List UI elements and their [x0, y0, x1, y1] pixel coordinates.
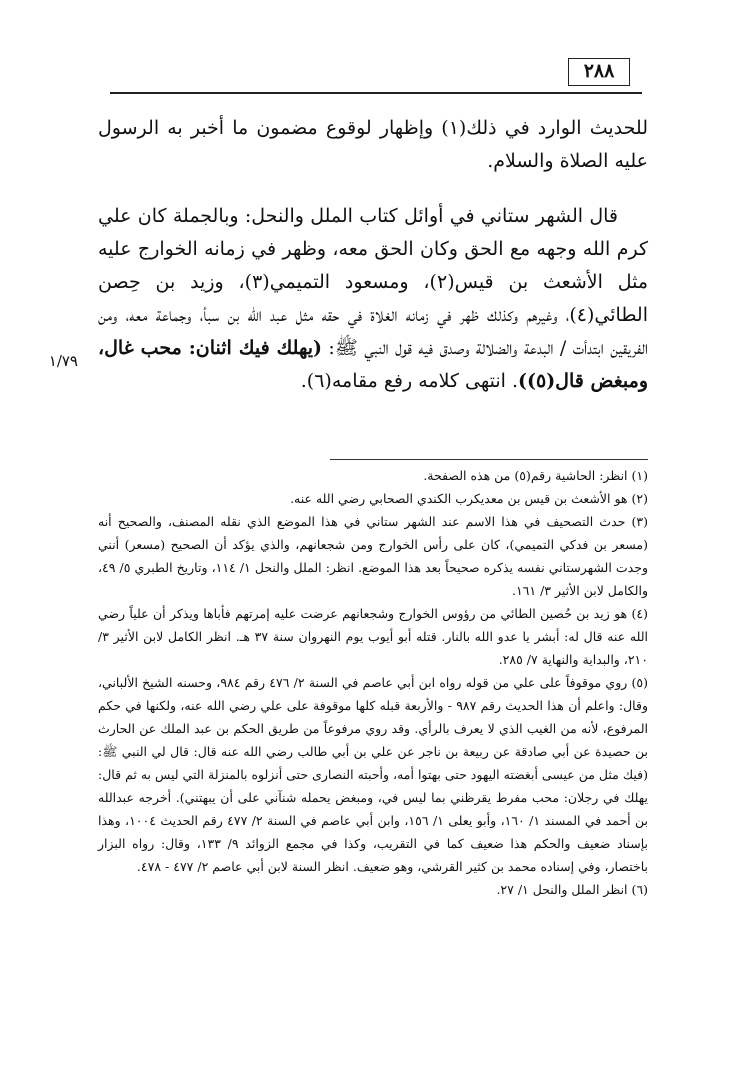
paragraph-2-end: . انتهى كلامه رفع مقامه(٦). — [300, 370, 518, 392]
manuscript-folio-note: ١/٧٩ — [48, 352, 78, 370]
header-rule — [110, 92, 642, 94]
paragraph-1: للحديث الوارد في ذلك(١) وإظهار لوقوع مضمون ما أخبر به الرسول عليه الصلاة والسلام. — [98, 117, 648, 172]
page-number: ٢٨٨ — [583, 60, 615, 82]
paragraph-2 — [98, 200, 648, 398]
footnote: (١) انظر: الحاشية رقم(٥) من هذه الصفحة. — [423, 468, 648, 483]
hadith-quote: (يهلك فيك اثنان: محب غال، ومبغض قال(٥)) — [98, 337, 648, 392]
footnote-separator — [330, 459, 648, 460]
footnote: (٥) روي موقوفاً على علي من قوله رواه ابن أبي عاصم في السنة ٢/ ٤٧٦ رقم ٩٨٤، وحسنه الشيخ الألباني، وقال: واعلم أن هذا الحديث رقم ٩٨٧ - والأربعة قبله كلها موقوفة على علي رضي الله عنه، ولكنها في حكم المرفوع، لأنه من الغيب الذي لا يعرف بالرأي. وقد روي مرفوعاً من طريق الحكم بن عبد الملك عن الحارث بن حصيدة عن أبي صادقة عن ربيعة بن ناجر عن علي بن أبي طالب رضي الله عنه قال: قال لي النبي ﷺ: (فيك مثل من عيسى أبغضته اليهود حتى بهتوا أمه، وأحبته النصارى حتى أنزلوه بالمنزلة التي ليس به ثم قال: يهلك في رجلان: محب مفرط يقرظني بما ليس في، ومبغض يحمله شنآني على أن يبهتني). أخرجه عبدالله بن أحمد في المسند ١/ ١٦٠، وأبو يعلى ١/ ١٥٦، وابن أبي عاصم في السنة ٢/ ٤٧٧ رقم الحديث ١٠٠٤، وهذا بإسناد ضعيف والحكم هذا ضعيف كما في التقريب، وكذا في مجمع الزوائد ٩/ ١٣٣، وقال: رواه البزار باختصار، وفي إسناده محمد بن كثير القرشي، وهو ضعيف. انظر السنة لابن أبي عاصم ٢/ ٤٧٧ - ٤٧٨. — [98, 675, 649, 874]
footnote: (٢) هو الأشعث بن قيس بن معديكرب الكندي الصحابي رضي الله عنه. — [290, 491, 648, 506]
footnote: (٣) حدث التصحيف في هذا الاسم عند الشهر ستاني في هذا الموضع الذي نقله المصنف، والصحيح أنه (مسعر بن فدكي التميمي)، كان على رأس الخوارج ومن شجعانهم، والذي يؤكد أن الصحيح (مسعر) أنني وجدت الشهرستاني نفسه يذكره صحيحاً بعد هذا الموضع. انظر: الملل والنحل ١/ ١١٤، وتاريخ الطبري ٥/ ٤٩، والكامل لابن الأثير ٣/ ١٦١. — [98, 514, 648, 598]
footnote: (٦) انظر الملل والنحل ١/ ٢٧. — [496, 882, 648, 897]
paragraph-2-start: قال الشهر ستاني في أوائل كتاب الملل والنحل: وبالجملة كان علي كرم الله وجهه مع الحق وكان الحق معه، وظهر في زمانه الخوارج عليه مثل الأشعث بن قيس(٢)، ومسعود التميمي(٣)، وزيد بن حِصن الطائي(٤)، وغيرهم وكذلك ظهر في زمانه الغلاة في حقه مثل عبد الله بن سبأ، وجماعة معه، ومن الفريقين ابتدأت / البدعة والضلالة وصدق فيه قول النبي ﷺ: — [98, 205, 649, 359]
footnote: (٤) هو زيد بن حُصين الطائي من رؤوس الخوارج وشجعانهم عرضت عليه إمرتهم فأباها ويذكر أن علياً رضي الله عنه قال له: أبشر يا عدو الله بالنار. قتله أبو أيوب يوم النهروان سنة ٣٧ هـ. انظر الكامل لابن الأثير ٣/ ٢١٠، والبداية والنهاية ٧/ ٢٨٥. — [98, 606, 649, 667]
footnotes — [98, 464, 648, 901]
